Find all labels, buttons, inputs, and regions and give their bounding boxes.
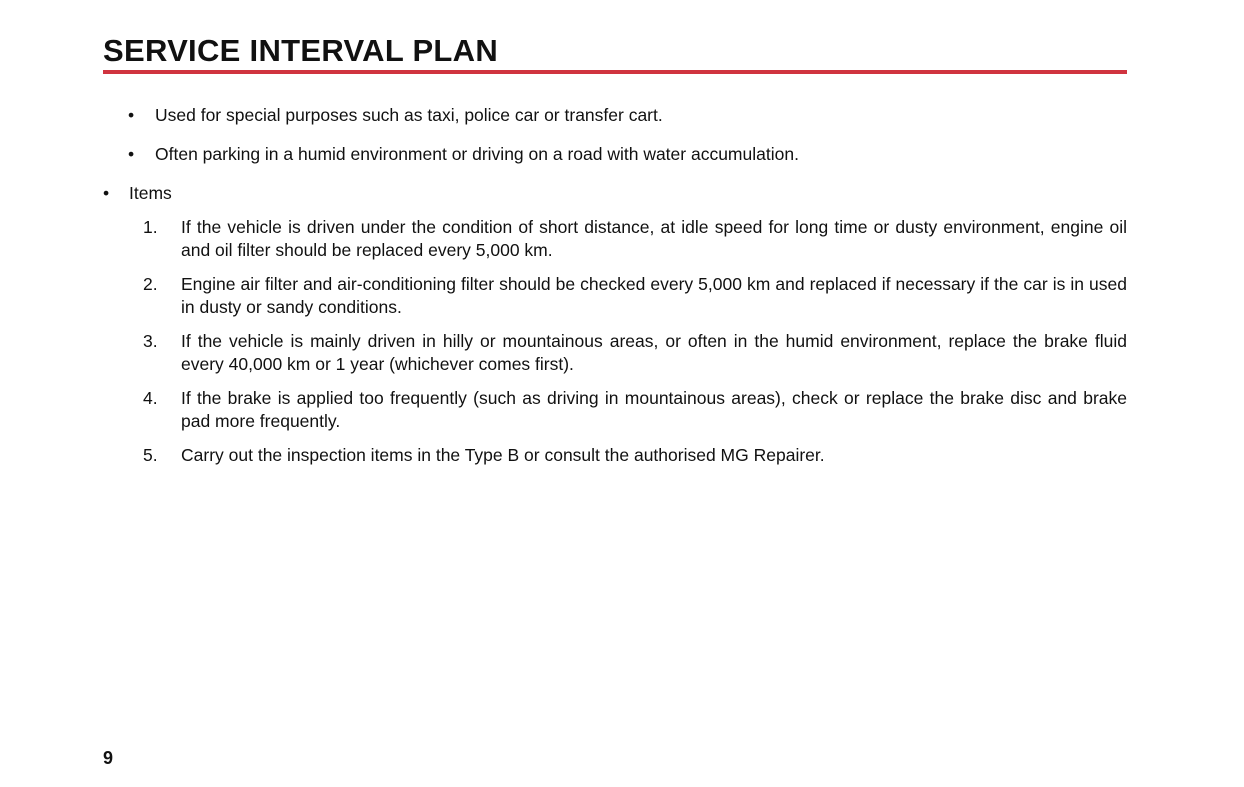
bullet-item bbox=[103, 143, 1127, 166]
numbered-item bbox=[103, 444, 1127, 467]
numbered-item bbox=[103, 330, 1127, 376]
title-underline bbox=[103, 70, 1127, 74]
item-text: If the vehicle is driven under the condition of short distance, at idle speed for long time or dusty environment, engine oil and oil filter should be replaced every 5,000 km. bbox=[181, 217, 1127, 260]
item-text: Carry out the inspection items in the Type B or consult the authorised MG Repairer. bbox=[181, 445, 825, 465]
bullet-icon: • bbox=[128, 144, 135, 164]
item-number: 4. bbox=[143, 388, 158, 408]
bullet-item bbox=[103, 104, 1127, 127]
bullet-text: Often parking in a humid environment or driving on a road with water accumulation. bbox=[155, 144, 799, 164]
item-number: 1. bbox=[143, 217, 158, 237]
document-body bbox=[103, 104, 1127, 478]
bullet-icon: • bbox=[103, 183, 110, 203]
numbered-item bbox=[103, 216, 1127, 262]
item-text: If the vehicle is mainly driven in hilly or mountainous areas, or often in the humid environment, replace the brake fluid every 40,000 km or 1 year (whichever comes first). bbox=[181, 331, 1127, 374]
item-number: 2. bbox=[143, 274, 158, 294]
bullet-text: Used for special purposes such as taxi, police car or transfer cart. bbox=[155, 105, 663, 125]
numbered-item bbox=[103, 387, 1127, 433]
page-number: 9 bbox=[103, 748, 114, 768]
numbered-item bbox=[103, 273, 1127, 319]
items-label: Items bbox=[129, 183, 172, 203]
item-text: Engine air filter and air-conditioning filter should be checked every 5,000 km and replaced if necessary if the car is in used in dusty or sandy conditions. bbox=[181, 274, 1127, 317]
item-number: 3. bbox=[143, 331, 158, 351]
page-title: SERVICE INTERVAL PLAN bbox=[103, 33, 499, 68]
items-heading bbox=[103, 182, 1127, 205]
item-text: If the brake is applied too frequently (such as driving in mountainous areas), check or replace the brake disc and brake pad more frequently. bbox=[181, 388, 1127, 431]
bullet-icon: • bbox=[128, 105, 135, 125]
item-number: 5. bbox=[143, 445, 158, 465]
